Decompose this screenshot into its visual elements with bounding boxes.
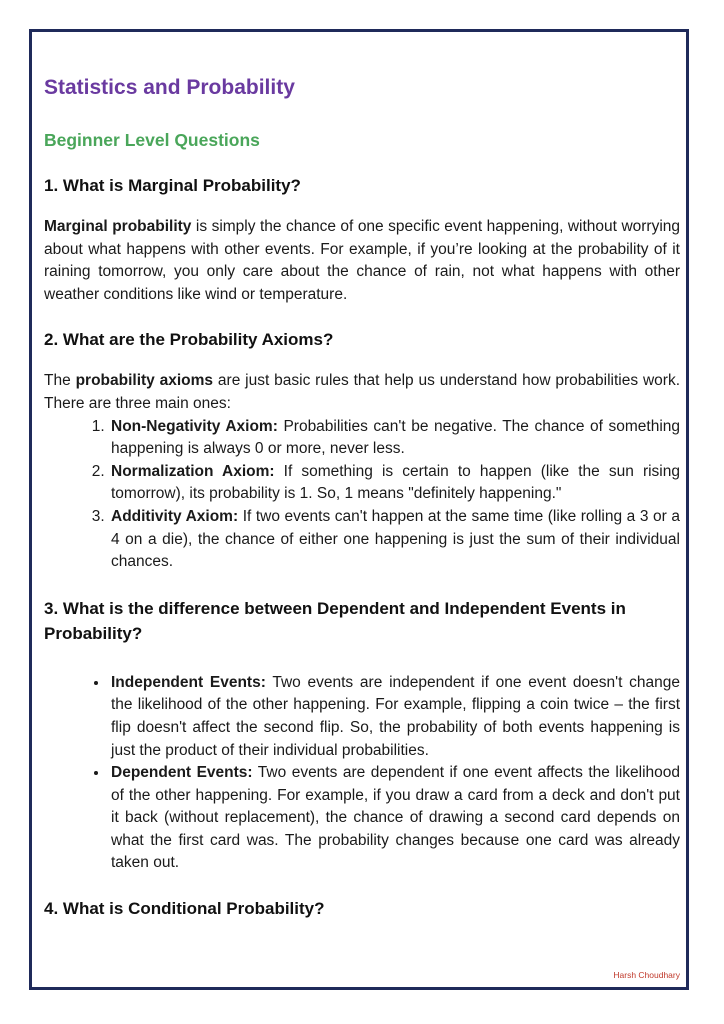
document-title: Statistics and Probability: [44, 76, 295, 99]
item-title: Additivity Axiom:: [111, 507, 239, 525]
question-2-intro: [44, 370, 680, 415]
axioms-list: [44, 416, 680, 574]
term-bold: probability axioms: [75, 372, 214, 390]
events-list: [44, 672, 680, 875]
item-title: Normalization Axiom:: [111, 462, 275, 480]
item-text: If something is certain to happen (like the sun rising tomorrow), its probability is 1. So, 1 means "definitely happening.": [111, 462, 680, 503]
intro-text: are just basic rules that help us understand how probabilities work. There are three main ones:: [44, 372, 680, 412]
list-item: [109, 506, 680, 574]
item-text: Two events are independent if one event doesn't change the likelihood of the other happening. For example, flipping a coin twice – the first flip doesn't affect the second flip. So, the probability of both events happening is just the product of their individual probabilities.: [111, 673, 680, 759]
list-item: [109, 416, 680, 461]
list-item: [109, 672, 680, 762]
item-text: Probabilities can't be negative. The chance of something happening is always 0 or more, never less.: [111, 417, 681, 458]
intro-text: The: [44, 372, 76, 390]
question-2-heading: 2. What are the Probability Axioms?: [44, 330, 334, 350]
section-subtitle: Beginner Level Questions: [44, 130, 260, 150]
item-title: Dependent Events:: [111, 764, 253, 782]
list-item: [109, 762, 680, 875]
item-text: Two events are dependent if one event affects the likelihood of the other happening. For example, if you draw a card from a deck and don't put it back (without replacement), the chance of drawing a second card depends on what the first card was. The probability changes because one card was already taken out.: [111, 764, 680, 872]
question-4-heading: 4. What is Conditional Probability?: [44, 899, 325, 919]
document-body: [44, 74, 680, 939]
author-footer: Harsh Choudhary: [613, 970, 680, 980]
item-text: If two events can't happen at the same time (like rolling a 3 or a 4 on a die), the chance of either one happening is just the sum of their individual chances.: [111, 507, 680, 571]
item-title: Non-Negativity Axiom:: [111, 417, 278, 435]
term-bold: Marginal probability: [44, 218, 192, 235]
answer-text: is simply the chance of one specific event happening, without worrying about what happens with other events. For example, if you’re looking at the probability of it raining tomorrow, you only care about the chance of rain, not what happens with other weather conditions like wind or temperature.: [44, 218, 681, 303]
list-item: [109, 461, 680, 506]
question-3-heading: 3. What is the difference between Dependent and Independent Events in Probability?: [44, 598, 626, 643]
question-1-heading: 1. What is Marginal Probability?: [44, 176, 301, 195]
item-title: Independent Events:: [111, 673, 266, 691]
question-1-answer: [44, 216, 680, 306]
